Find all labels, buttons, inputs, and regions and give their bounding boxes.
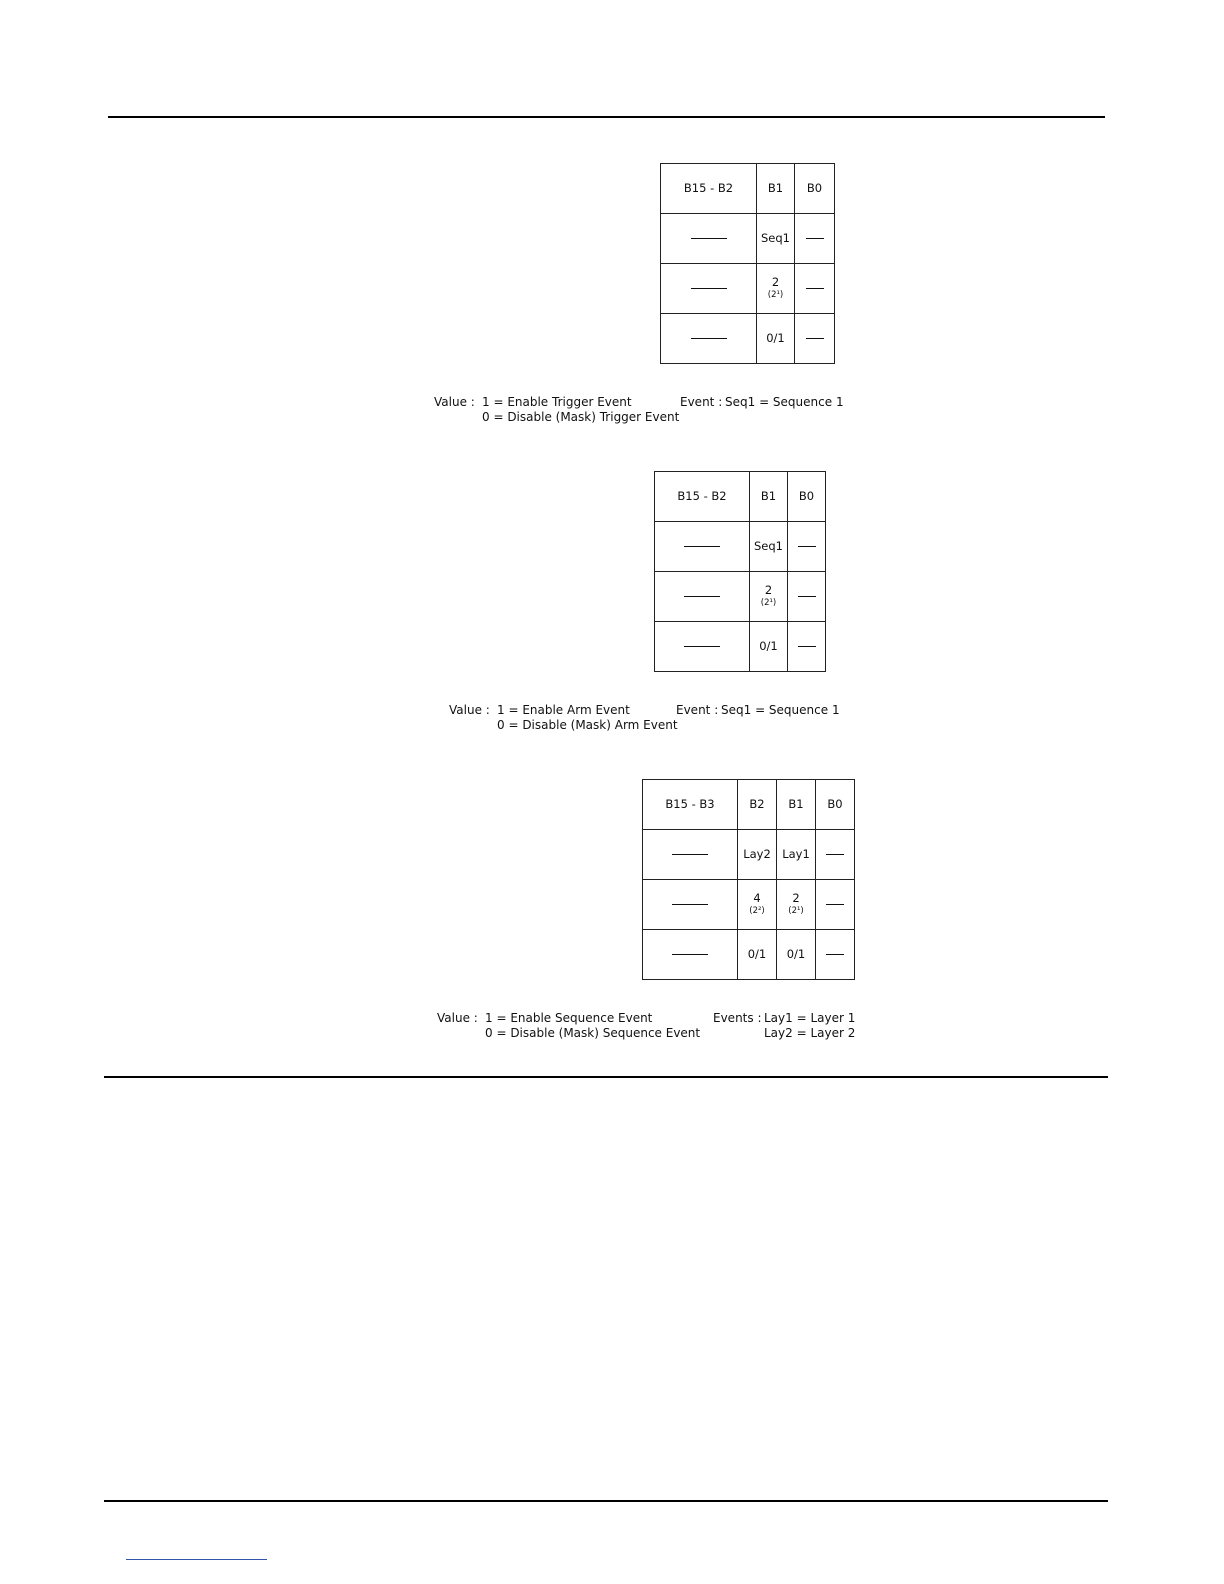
legend-event-line: Seq1 = Sequence 1 bbox=[725, 395, 844, 409]
table-row-event bbox=[661, 214, 835, 264]
dash-mark bbox=[798, 546, 816, 547]
value-cell: 0/1 bbox=[777, 930, 816, 980]
legend-event-line: Lay2 = Layer 2 bbox=[764, 1026, 856, 1040]
bit-header-cell: B15 - B2 bbox=[661, 164, 757, 214]
weight-value: 2 bbox=[771, 275, 780, 289]
dash-mark bbox=[691, 288, 727, 289]
value-cell: 0/1 bbox=[738, 930, 777, 980]
legend-value-label: Value : bbox=[434, 395, 475, 409]
bit-header-cell: B1 bbox=[750, 472, 788, 522]
weight-exponent: (2¹) bbox=[788, 906, 804, 917]
event-cell: Lay1 bbox=[777, 830, 816, 880]
bit-header-cell: B15 - B2 bbox=[655, 472, 750, 522]
value-cell: 0/1 bbox=[750, 622, 788, 672]
legend-value-line: 0 = Disable (Mask) Sequence Event bbox=[485, 1026, 701, 1040]
bit-header-cell: B0 bbox=[795, 164, 835, 214]
legend-value-label: Value : bbox=[449, 703, 490, 717]
dash-mark bbox=[826, 954, 844, 955]
dash-mark bbox=[672, 954, 708, 955]
unused-bit-cell bbox=[643, 880, 738, 930]
weight-cell bbox=[750, 572, 788, 622]
footer-link-underline[interactable] bbox=[126, 1559, 267, 1560]
table-row-value bbox=[661, 314, 835, 364]
bit-header-cell: B2 bbox=[738, 780, 777, 830]
bit-header-cell: B0 bbox=[816, 780, 855, 830]
table-row-value bbox=[655, 622, 826, 672]
unused-bit-cell bbox=[788, 522, 826, 572]
unused-bit-cell bbox=[643, 930, 738, 980]
legend-event-label: Event : bbox=[680, 395, 723, 409]
bit-header-cell: B1 bbox=[777, 780, 816, 830]
dash-mark bbox=[806, 288, 824, 289]
dash-mark bbox=[691, 338, 727, 339]
weight-cell bbox=[738, 880, 777, 930]
legend-value-line: 1 = Enable Sequence Event bbox=[485, 1011, 653, 1025]
weight-exponent: (2²) bbox=[749, 906, 765, 917]
legend-value-line: 1 = Enable Trigger Event bbox=[482, 395, 632, 409]
table-row-bit bbox=[643, 780, 855, 830]
unused-bit-cell bbox=[655, 572, 750, 622]
bit-table bbox=[642, 779, 855, 980]
event-cell: Lay2 bbox=[738, 830, 777, 880]
table-row-event bbox=[643, 830, 855, 880]
bit-header-cell: B1 bbox=[757, 164, 795, 214]
legend-event-line: Seq1 = Sequence 1 bbox=[721, 703, 840, 717]
table-row-weight bbox=[643, 880, 855, 930]
legend-event-label: Events : bbox=[713, 1011, 762, 1025]
bit-header-cell: B0 bbox=[788, 472, 826, 522]
table-row-value bbox=[643, 930, 855, 980]
unused-bit-cell bbox=[655, 622, 750, 672]
dash-mark bbox=[684, 646, 720, 647]
dash-mark bbox=[672, 854, 708, 855]
unused-bit-cell bbox=[795, 214, 835, 264]
unused-bit-cell bbox=[788, 572, 826, 622]
dash-mark bbox=[798, 596, 816, 597]
dash-mark bbox=[798, 646, 816, 647]
unused-bit-cell bbox=[795, 314, 835, 364]
table-row-bit bbox=[661, 164, 835, 214]
legend-value-line: 0 = Disable (Mask) Arm Event bbox=[497, 718, 678, 732]
weight-value: 4 bbox=[753, 891, 761, 905]
weight-exponent: (2¹) bbox=[767, 290, 784, 301]
bit-table bbox=[654, 471, 826, 672]
unused-bit-cell bbox=[661, 214, 757, 264]
value-cell: 0/1 bbox=[757, 314, 795, 364]
unused-bit-cell bbox=[816, 880, 855, 930]
dash-mark bbox=[826, 854, 844, 855]
dash-mark bbox=[691, 238, 727, 239]
dash-mark bbox=[806, 338, 824, 339]
bit-table bbox=[660, 163, 835, 364]
unused-bit-cell bbox=[816, 830, 855, 880]
middle-rule bbox=[104, 1076, 1108, 1078]
legend-value-line: 0 = Disable (Mask) Trigger Event bbox=[482, 410, 680, 424]
dash-mark bbox=[684, 596, 720, 597]
dash-mark bbox=[806, 238, 824, 239]
top-rule bbox=[108, 116, 1105, 118]
unused-bit-cell bbox=[788, 622, 826, 672]
table-row-bit bbox=[655, 472, 826, 522]
weight-cell bbox=[777, 880, 816, 930]
legend-value-label: Value : bbox=[437, 1011, 478, 1025]
weight-cell bbox=[757, 264, 795, 314]
table-row-weight bbox=[655, 572, 826, 622]
legend-event-label: Event : bbox=[676, 703, 719, 717]
event-cell: Seq1 bbox=[757, 214, 795, 264]
bit-header-cell: B15 - B3 bbox=[643, 780, 738, 830]
dash-mark bbox=[826, 904, 844, 905]
table-row-event bbox=[655, 522, 826, 572]
table-row-weight bbox=[661, 264, 835, 314]
unused-bit-cell bbox=[795, 264, 835, 314]
weight-value: 2 bbox=[764, 583, 773, 597]
unused-bit-cell bbox=[661, 314, 757, 364]
event-cell: Seq1 bbox=[750, 522, 788, 572]
unused-bit-cell bbox=[643, 830, 738, 880]
unused-bit-cell bbox=[655, 522, 750, 572]
weight-exponent: (2¹) bbox=[760, 598, 777, 609]
legend-event-line: Lay1 = Layer 1 bbox=[764, 1011, 856, 1025]
dash-mark bbox=[684, 546, 720, 547]
unused-bit-cell bbox=[661, 264, 757, 314]
bottom-rule bbox=[104, 1500, 1108, 1502]
legend-value-line: 1 = Enable Arm Event bbox=[497, 703, 630, 717]
weight-value: 2 bbox=[792, 891, 800, 905]
unused-bit-cell bbox=[816, 930, 855, 980]
dash-mark bbox=[672, 904, 708, 905]
